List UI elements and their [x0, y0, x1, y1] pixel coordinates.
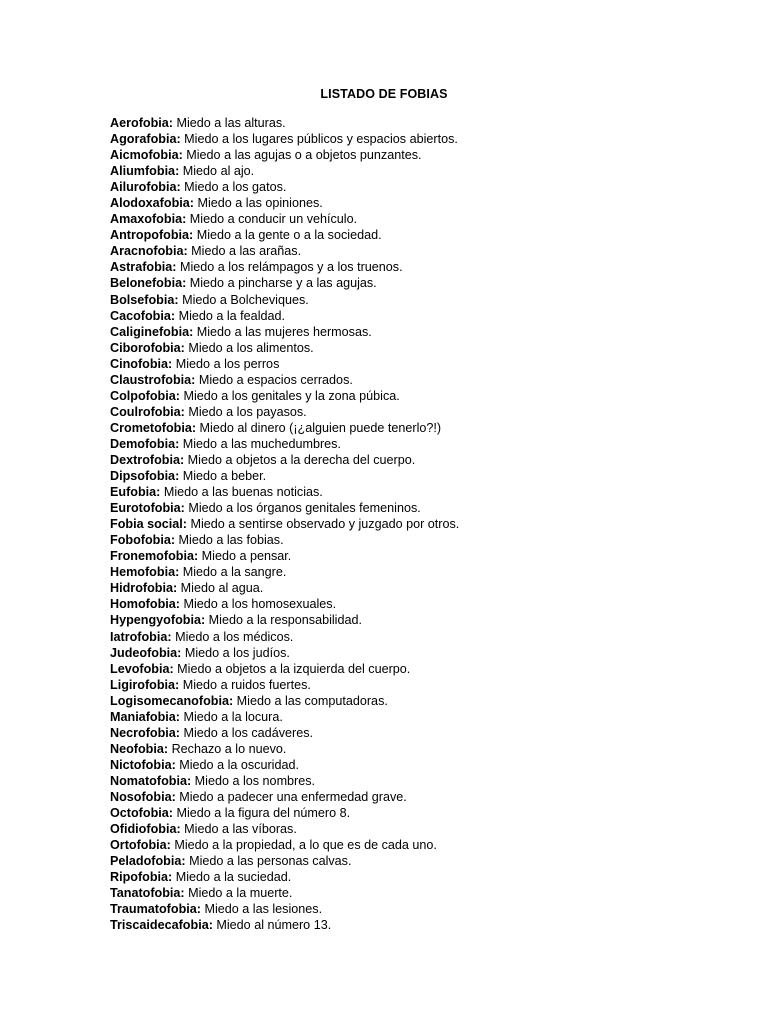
list-item [110, 596, 670, 612]
phobia-definition: Miedo a pincharse y a las agujas. [186, 276, 377, 291]
phobia-definition: Miedo a las agujas o a objetos punzantes. [182, 148, 422, 163]
phobia-definition: Miedo a las arañas. [187, 244, 302, 259]
list-item [110, 195, 670, 211]
phobia-term: Eufobia: [110, 485, 161, 500]
phobia-term: Nosofobia: [110, 789, 176, 804]
phobia-definition: Miedo a las opiniones. [193, 196, 323, 211]
phobia-term: Cinofobia: [110, 356, 173, 371]
phobia-term: Iatrofobia: [110, 629, 172, 644]
phobia-term: Triscaidecafobia: [110, 918, 213, 933]
phobia-definition: Miedo a las fobias. [175, 533, 284, 548]
phobia-term: Peladofobia: [110, 854, 186, 869]
list-item [110, 917, 670, 933]
phobia-definition: Miedo a la propiedad, a lo que es de cada uno. [170, 838, 437, 853]
phobia-definition: Miedo a conducir un vehículo. [186, 212, 358, 227]
phobia-definition: Miedo a los relámpagos y a los truenos. [176, 260, 403, 275]
list-item [110, 725, 670, 741]
list-item [110, 580, 670, 596]
phobia-term: Belonefobia: [110, 276, 187, 291]
phobia-term: Crometofobia: [110, 420, 197, 435]
phobia-definition: Miedo a los órganos genitales femeninos. [184, 501, 421, 516]
phobia-definition: Miedo a Bolcheviques. [178, 292, 309, 307]
list-item [110, 789, 670, 805]
phobia-definition: Miedo a sentirse observado y juzgado por otros. [186, 517, 460, 532]
phobia-term: Ailurofobia: [110, 180, 181, 195]
phobia-definition: Miedo a objetos a la derecha del cuerpo. [184, 452, 416, 467]
list-item [110, 532, 670, 548]
phobia-term: Agorafobia: [110, 132, 181, 147]
phobia-term: Bolsefobia: [110, 292, 179, 307]
phobia-term: Colpofobia: [110, 388, 180, 403]
list-item [110, 292, 670, 308]
phobia-definition: Miedo a los judíos. [181, 645, 290, 660]
phobia-definition: Miedo a los gatos. [180, 180, 287, 195]
list-item [110, 869, 670, 885]
phobia-definition: Miedo a beber. [179, 469, 267, 484]
list-item [110, 243, 670, 259]
phobia-term: Neofobia: [110, 741, 169, 756]
phobia-definition: Miedo al número 13. [212, 918, 332, 933]
list-item [110, 564, 670, 580]
list-item [110, 404, 670, 420]
phobia-term: Logisomecanofobia: [110, 693, 234, 708]
phobia-definition: Miedo a las personas calvas. [185, 854, 352, 869]
phobia-term: Amaxofobia: [110, 212, 187, 227]
phobia-definition: Miedo a los lugares públicos y espacios abiertos. [180, 132, 458, 147]
list-item [110, 324, 670, 340]
phobia-definition: Miedo a las lesiones. [200, 902, 323, 917]
phobia-definition: Rechazo a lo nuevo. [168, 741, 287, 756]
phobia-term: Levofobia: [110, 661, 174, 676]
phobia-list [110, 115, 670, 933]
phobia-definition: Miedo a las muchedumbres. [179, 436, 341, 451]
phobia-term: Ripofobia: [110, 870, 173, 885]
list-item [110, 693, 670, 709]
phobia-definition: Miedo a los genitales y la zona púbica. [179, 388, 400, 403]
list-item [110, 259, 670, 275]
phobia-definition: Miedo a la responsabilidad. [205, 613, 362, 628]
phobia-term: Tanatofobia: [110, 886, 185, 901]
list-item [110, 773, 670, 789]
phobia-definition: Miedo a las computadoras. [233, 693, 388, 708]
phobia-definition: Miedo a los payasos. [184, 404, 307, 419]
list-item [110, 356, 670, 372]
phobia-definition: Miedo a la sangre. [179, 565, 287, 580]
list-item [110, 484, 670, 500]
phobia-definition: Miedo a los nombres. [191, 773, 316, 788]
list-item [110, 275, 670, 291]
phobia-definition: Miedo a los perros [172, 356, 280, 371]
phobia-definition: Miedo a las buenas noticias. [160, 485, 323, 500]
list-item [110, 548, 670, 564]
phobia-term: Cacofobia: [110, 308, 176, 323]
list-item [110, 211, 670, 227]
phobia-definition: Miedo a la oscuridad. [175, 757, 299, 772]
phobia-definition: Miedo a la muerte. [184, 886, 293, 901]
list-item [110, 612, 670, 628]
phobia-definition: Miedo a los homosexuales. [179, 597, 337, 612]
list-item [110, 837, 670, 853]
phobia-term: Eurotofobia: [110, 501, 185, 516]
phobia-term: Astrafobia: [110, 260, 177, 275]
phobia-term: Necrofobia: [110, 725, 180, 740]
phobia-definition: Miedo a los médicos. [171, 629, 294, 644]
phobia-term: Ciborofobia: [110, 340, 185, 355]
phobia-term: Fronemofobia: [110, 549, 199, 564]
phobia-term: Nictofobia: [110, 757, 176, 772]
list-item [110, 340, 670, 356]
phobia-definition: Miedo a la figura del número 8. [172, 806, 351, 821]
list-item [110, 516, 670, 532]
list-item [110, 147, 670, 163]
phobia-term: Aracnofobia: [110, 244, 188, 259]
phobia-definition: Miedo a la locura. [179, 709, 283, 724]
list-item [110, 645, 670, 661]
phobia-definition: Miedo a las alturas. [172, 116, 286, 130]
list-item [110, 885, 670, 901]
phobia-term: Hemofobia: [110, 565, 180, 580]
phobia-term: Ortofobia: [110, 838, 171, 853]
phobia-term: Caliginefobia: [110, 324, 194, 339]
phobia-definition: Miedo a objetos a la izquierda del cuerpo. [173, 661, 411, 676]
phobia-definition: Miedo a la gente o a la sociedad. [193, 228, 382, 243]
phobia-definition: Miedo a las mujeres hermosas. [193, 324, 372, 339]
phobia-term: Aliumfobia: [110, 164, 180, 179]
phobia-term: Octofobia: [110, 806, 173, 821]
list-item [110, 163, 670, 179]
phobia-term: Dipsofobia: [110, 469, 180, 484]
phobia-definition: Miedo a la fealdad. [175, 308, 285, 323]
list-item [110, 436, 670, 452]
phobia-term: Ligirofobia: [110, 677, 180, 692]
phobia-definition: Miedo a la suciedad. [172, 870, 292, 885]
phobia-term: Nomatofobia: [110, 773, 192, 788]
phobia-definition: Miedo al ajo. [179, 164, 255, 179]
phobia-term: Homofobia: [110, 597, 180, 612]
phobia-term: Fobofobia: [110, 533, 176, 548]
list-item [110, 661, 670, 677]
phobia-term: Judeofobia: [110, 645, 182, 660]
phobia-term: Dextrofobia: [110, 452, 185, 467]
phobia-term: Aicmofobia: [110, 148, 183, 163]
list-item [110, 901, 670, 917]
phobia-term: Hidrofobia: [110, 581, 178, 596]
phobia-term: Maniafobia: [110, 709, 180, 724]
phobia-term: Alodoxafobia: [110, 196, 194, 211]
phobia-term: Hypengyofobia: [110, 613, 206, 628]
phobia-definition: Miedo a padecer una enfermedad grave. [175, 789, 407, 804]
phobia-term: Coulrofobia: [110, 404, 185, 419]
phobia-term: Traumatofobia: [110, 902, 201, 917]
list-item [110, 709, 670, 725]
phobia-definition: Miedo al dinero (¡¿alguien puede tenerlo?!) [196, 420, 442, 435]
list-item [110, 388, 670, 404]
phobia-definition: Miedo a los alimentos. [184, 340, 314, 355]
list-item [110, 821, 670, 837]
phobia-definition: Miedo al agua. [177, 581, 264, 596]
list-item [110, 372, 670, 388]
list-item [110, 179, 670, 195]
phobia-definition: Miedo a ruidos fuertes. [179, 677, 311, 692]
document-title: LISTADO DE FOBIAS [320, 87, 448, 101]
list-item [110, 452, 670, 468]
list-item [110, 308, 670, 324]
phobia-term: Aerofobia: [110, 116, 173, 130]
list-item [110, 853, 670, 869]
list-item [110, 677, 670, 693]
phobia-term: Fobia social: [110, 517, 187, 532]
phobia-definition: Miedo a espacios cerrados. [195, 372, 353, 387]
list-item [110, 757, 670, 773]
list-item [110, 468, 670, 484]
phobia-definition: Miedo a pensar. [198, 549, 292, 564]
list-item [110, 115, 670, 131]
phobia-term: Ofidiofobia: [110, 822, 181, 837]
phobia-definition: Miedo a las víboras. [180, 822, 297, 837]
list-item [110, 500, 670, 516]
list-item [110, 805, 670, 821]
phobia-term: Antropofobia: [110, 228, 194, 243]
phobia-term: Claustrofobia: [110, 372, 196, 387]
list-item [110, 227, 670, 243]
phobia-term: Demofobia: [110, 436, 180, 451]
phobia-definition: Miedo a los cadáveres. [179, 725, 313, 740]
list-item [110, 629, 670, 645]
list-item [110, 131, 670, 147]
list-item [110, 741, 670, 757]
list-item [110, 420, 670, 436]
